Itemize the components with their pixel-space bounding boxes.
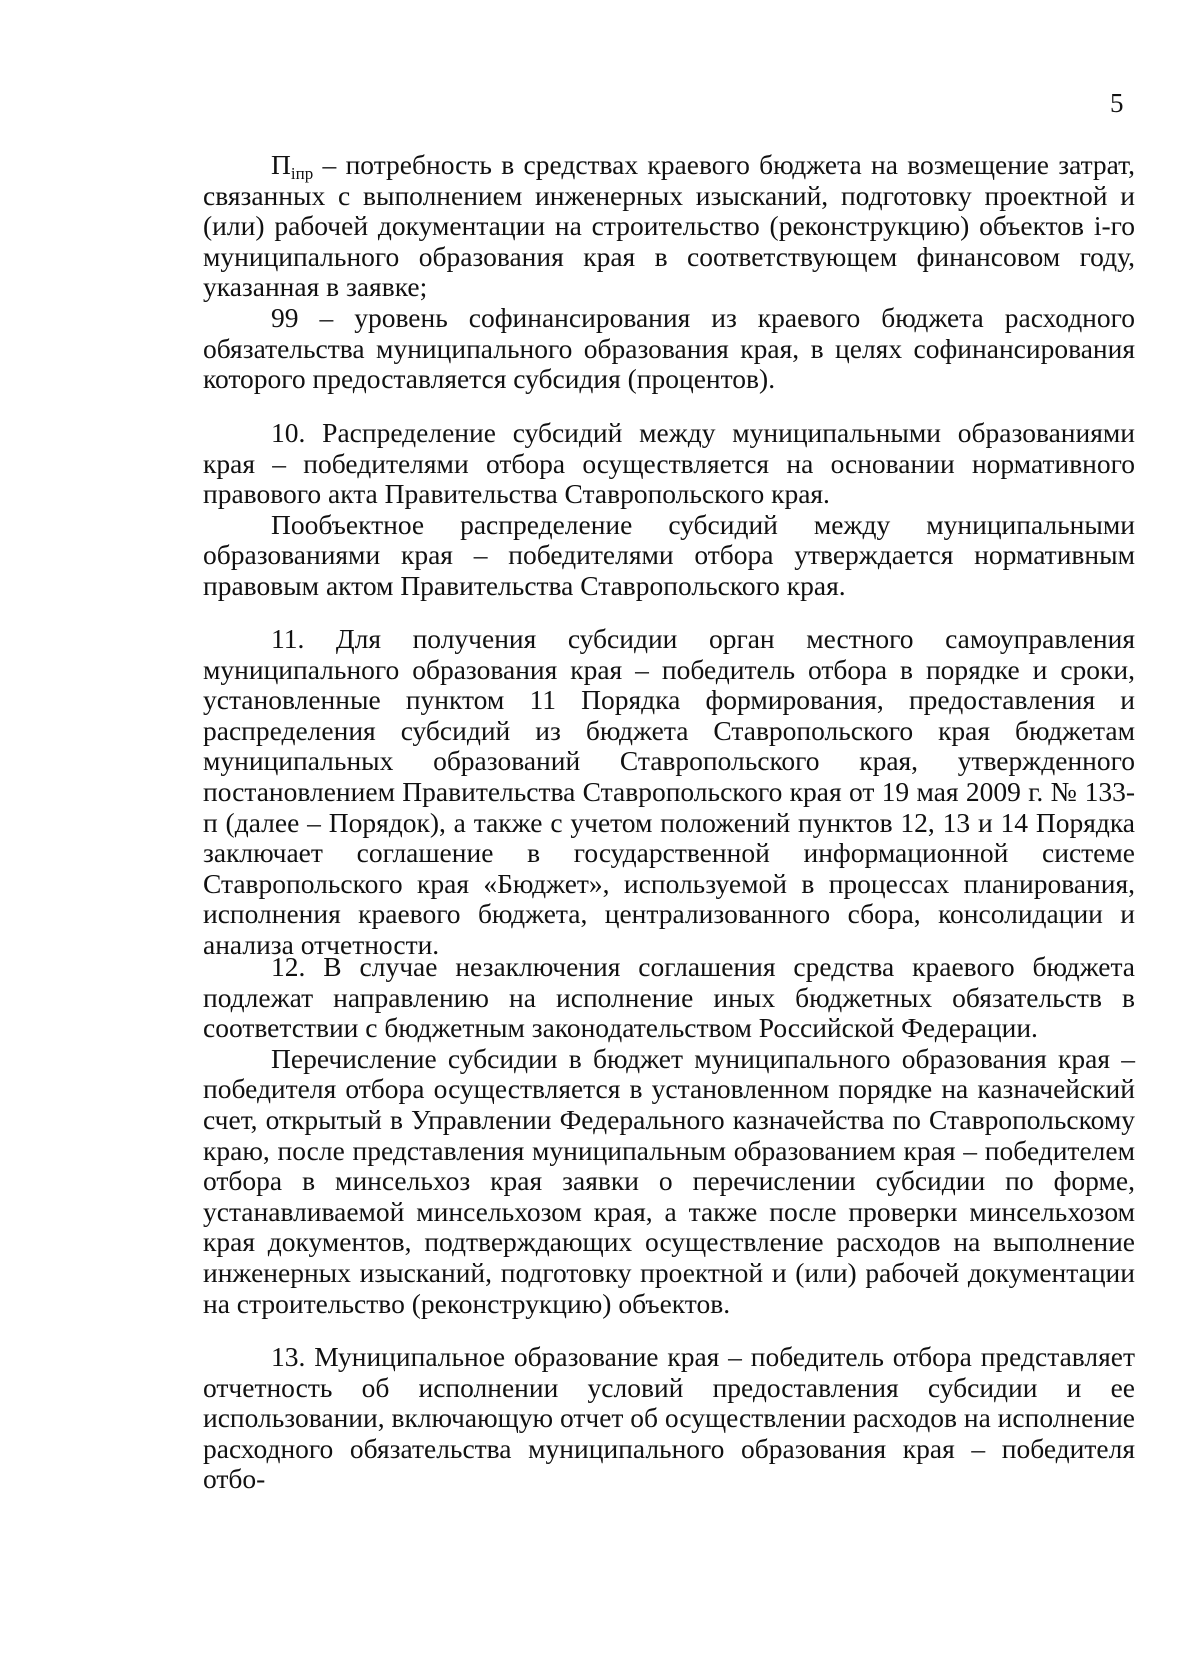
page-number: 5 [1110,88,1124,118]
paragraph-10: 10. Распределение субсидий между муниципальными образованиями края – победителями отбора осуществляется на основании нормативного правового акта Правительства Ставропольского края. [203,417,1135,510]
paragraph-11: 11. Для получения субсидии орган местного самоуправления муниципального образования края – победитель отбора в порядке и сроки, установленные пунктом 11 Порядка формирования, предоставления и распределения субсидий из бюджета Ставропольского края бюджетам муниципальных образований Ставропольского края, утвержденного постановлением Правительства Ставропольского края от 19 мая 2009 г. № 133-п (далее – Порядок), а также с учетом положений пунктов 12, 13 и 14 Порядка заключает соглашение в государственной информационной системе Ставропольского края «Бюджет», используемой в процессах планирования, исполнения краевого бюджета, централизованного сбора, консолидации и анализа отчетности. [203,623,1135,960]
block-definitions [203,150,1135,395]
symbol-definition-text: – потребность в средствах краевого бюджета на возмещение затрат, связанных с выполнением инженерных изысканий, подготовку проектной и (или) рабочей документации на строительство (реконструкцию) объектов i-го муниципального образования края в соответствующем финансовом году, указанная в заявке; [203,149,1135,303]
paragraph-10-object-distribution: Пообъектное распределение субсидий между муниципальными образованиями края – победителями отбора утверждается нормативным правовым актом Правительства Ставропольского края. [203,508,1135,601]
block-section-10 [203,418,1135,602]
paragraph-13: 13. Муниципальное образование края – победитель отбора представляет отчетность об исполнении условий предоставления субсидии и ее использовании, включающую отчет об осуществлении расходов на исполнение расходного обязательства муниципального образования края – победителя отбо- [203,1341,1135,1495]
paragraph-99: 99 – уровень софинансирования из краевого бюджета расходного обязательства муниципального образования края, в целях софинансирования которого предоставляется субсидия (процентов). [203,301,1135,395]
block-section-13 [203,1342,1135,1495]
paragraph-12-transfer: Перечисление субсидии в бюджет муниципального образования края – победителя отбора осуществляется в установленном порядке на казначейский счет, открытый в Управлении Федерального казначейства по Ставропольскому краю, после представления муниципальным образованием края – победителем отбора в минсельхоз края заявки о перечислении субсидии по форме, устанавливаемой минсельхозом края, а также после проверки минсельхозом края документов, подтверждающих осуществление расходов на выполнение инженерных изысканий, подготовку проектной и (или) рабочей документации на строительство (реконструкцию) объектов. [203,1042,1135,1319]
symbol-main: П [271,149,291,180]
block-section-11 [203,624,1135,961]
formula-symbol [271,149,314,183]
paragraph-symbol-definition [203,150,1135,303]
symbol-subscript: iпр [290,164,314,183]
block-section-12 [203,952,1135,1319]
paragraph-12: 12. В случае незаключения соглашения средства краевого бюджета подлежат направлению на исполнение иных бюджетных обязательств в соответствии с бюджетным законодательством Российской Федерации. [203,951,1135,1044]
